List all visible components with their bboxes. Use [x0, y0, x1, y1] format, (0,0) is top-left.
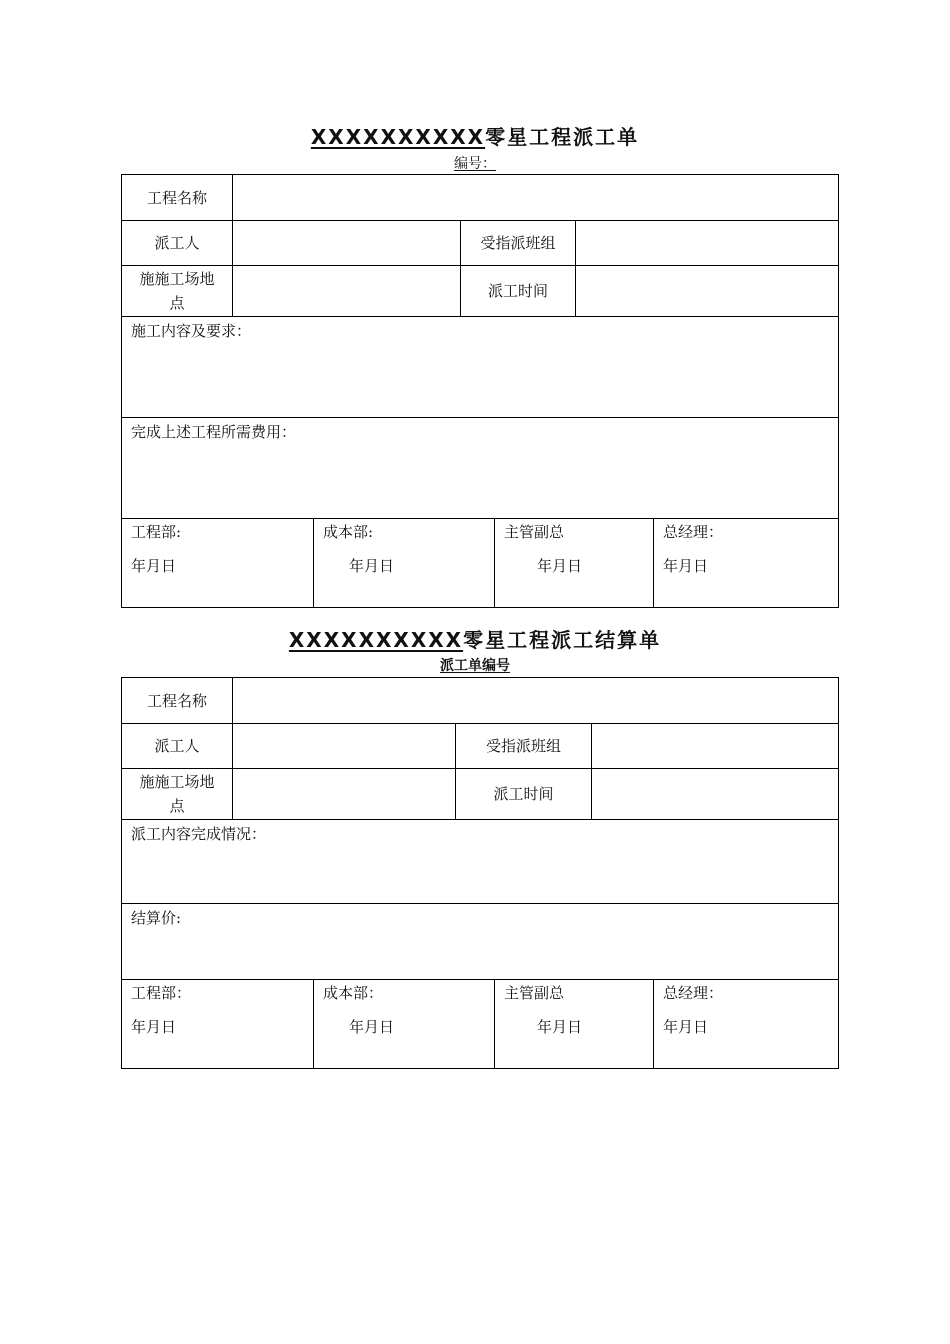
- cost-row: [122, 418, 839, 519]
- project-name-field[interactable]: [233, 678, 839, 723]
- engineering-dept-sign[interactable]: [122, 980, 314, 1068]
- cost-dept-label: 成本部:: [323, 523, 374, 541]
- dispatcher-row: [122, 221, 839, 266]
- vice-president-sign[interactable]: [495, 980, 654, 1068]
- form2-title: [0, 624, 950, 653]
- project-name-label: 工程名称: [122, 175, 233, 220]
- signature-row: [122, 980, 839, 1069]
- engineering-dept-date: 年月日: [131, 557, 177, 575]
- engineering-dept-label: 工程部：: [131, 984, 192, 1002]
- dispatcher-field[interactable]: [233, 724, 456, 768]
- completion-label[interactable]: 派工内容完成情况：: [122, 820, 839, 903]
- site-field[interactable]: [233, 266, 461, 316]
- content-label[interactable]: 施工内容及要求：: [122, 317, 839, 417]
- general-manager-sign[interactable]: [654, 980, 839, 1068]
- team-label: 受指派班组: [456, 724, 592, 768]
- form1-title-placeholder: XXXXXXXXXX: [310, 125, 486, 149]
- form1-number-label: 编号：: [454, 156, 496, 172]
- time-label: 派工时间: [456, 769, 592, 819]
- general-manager-label: 总经理：: [663, 523, 724, 541]
- cost-dept-date: 年月日: [349, 1018, 395, 1036]
- site-field[interactable]: [233, 769, 456, 819]
- cost-label[interactable]: 完成上述工程所需费用：: [122, 418, 839, 518]
- time-field[interactable]: [592, 769, 839, 819]
- project-name-label: 工程名称: [122, 678, 233, 723]
- engineering-dept-date: 年月日: [131, 1018, 177, 1036]
- completion-row: [122, 820, 839, 904]
- dispatcher-row: [122, 724, 839, 769]
- price-row: [122, 904, 839, 980]
- form2-dispatch-number-label: 派工单编号: [440, 658, 510, 674]
- dispatch-form: [121, 174, 839, 608]
- vice-president-date: 年月日: [537, 1018, 583, 1036]
- form1-title-text: 零星工程派工单: [485, 125, 640, 149]
- project-name-row: [122, 175, 839, 221]
- engineering-dept-label: 工程部:: [131, 523, 182, 541]
- general-manager-label: 总经理：: [663, 984, 724, 1002]
- vice-president-label: 主管副总: [504, 984, 565, 1002]
- vice-president-date: 年月日: [537, 557, 583, 575]
- content-row: [122, 317, 839, 418]
- form1-title: [0, 121, 950, 150]
- site-row: [122, 769, 839, 820]
- cost-dept-date: 年月日: [349, 557, 395, 575]
- time-field[interactable]: [576, 266, 839, 316]
- general-manager-date: 年月日: [663, 557, 709, 575]
- form2-title-text: 零星工程派工结算单: [463, 628, 662, 652]
- vice-president-sign[interactable]: [495, 519, 654, 607]
- site-row: [122, 266, 839, 317]
- dispatcher-label: 派工人: [122, 221, 233, 265]
- cost-dept-sign[interactable]: [314, 519, 495, 607]
- settlement-price-label[interactable]: 结算价:: [122, 904, 839, 979]
- site-label: 施施工场地点: [122, 266, 233, 316]
- general-manager-date: 年月日: [663, 1018, 709, 1036]
- cost-dept-sign[interactable]: [314, 980, 495, 1068]
- general-manager-sign[interactable]: [654, 519, 839, 607]
- project-name-field[interactable]: [233, 175, 839, 220]
- engineering-dept-sign[interactable]: [122, 519, 314, 607]
- form2-title-placeholder: XXXXXXXXXX: [288, 628, 464, 652]
- signature-row: [122, 519, 839, 608]
- settlement-form: [121, 677, 839, 1069]
- vice-president-label: 主管副总: [504, 523, 565, 541]
- dispatcher-label: 派工人: [122, 724, 233, 768]
- cost-dept-label: 成本部：: [323, 984, 384, 1002]
- team-field[interactable]: [576, 221, 839, 265]
- team-field[interactable]: [592, 724, 839, 768]
- project-name-row: [122, 678, 839, 724]
- dispatcher-field[interactable]: [233, 221, 461, 265]
- time-label: 派工时间: [461, 266, 576, 316]
- team-label: 受指派班组: [461, 221, 576, 265]
- site-label: 施施工场地点: [122, 769, 233, 819]
